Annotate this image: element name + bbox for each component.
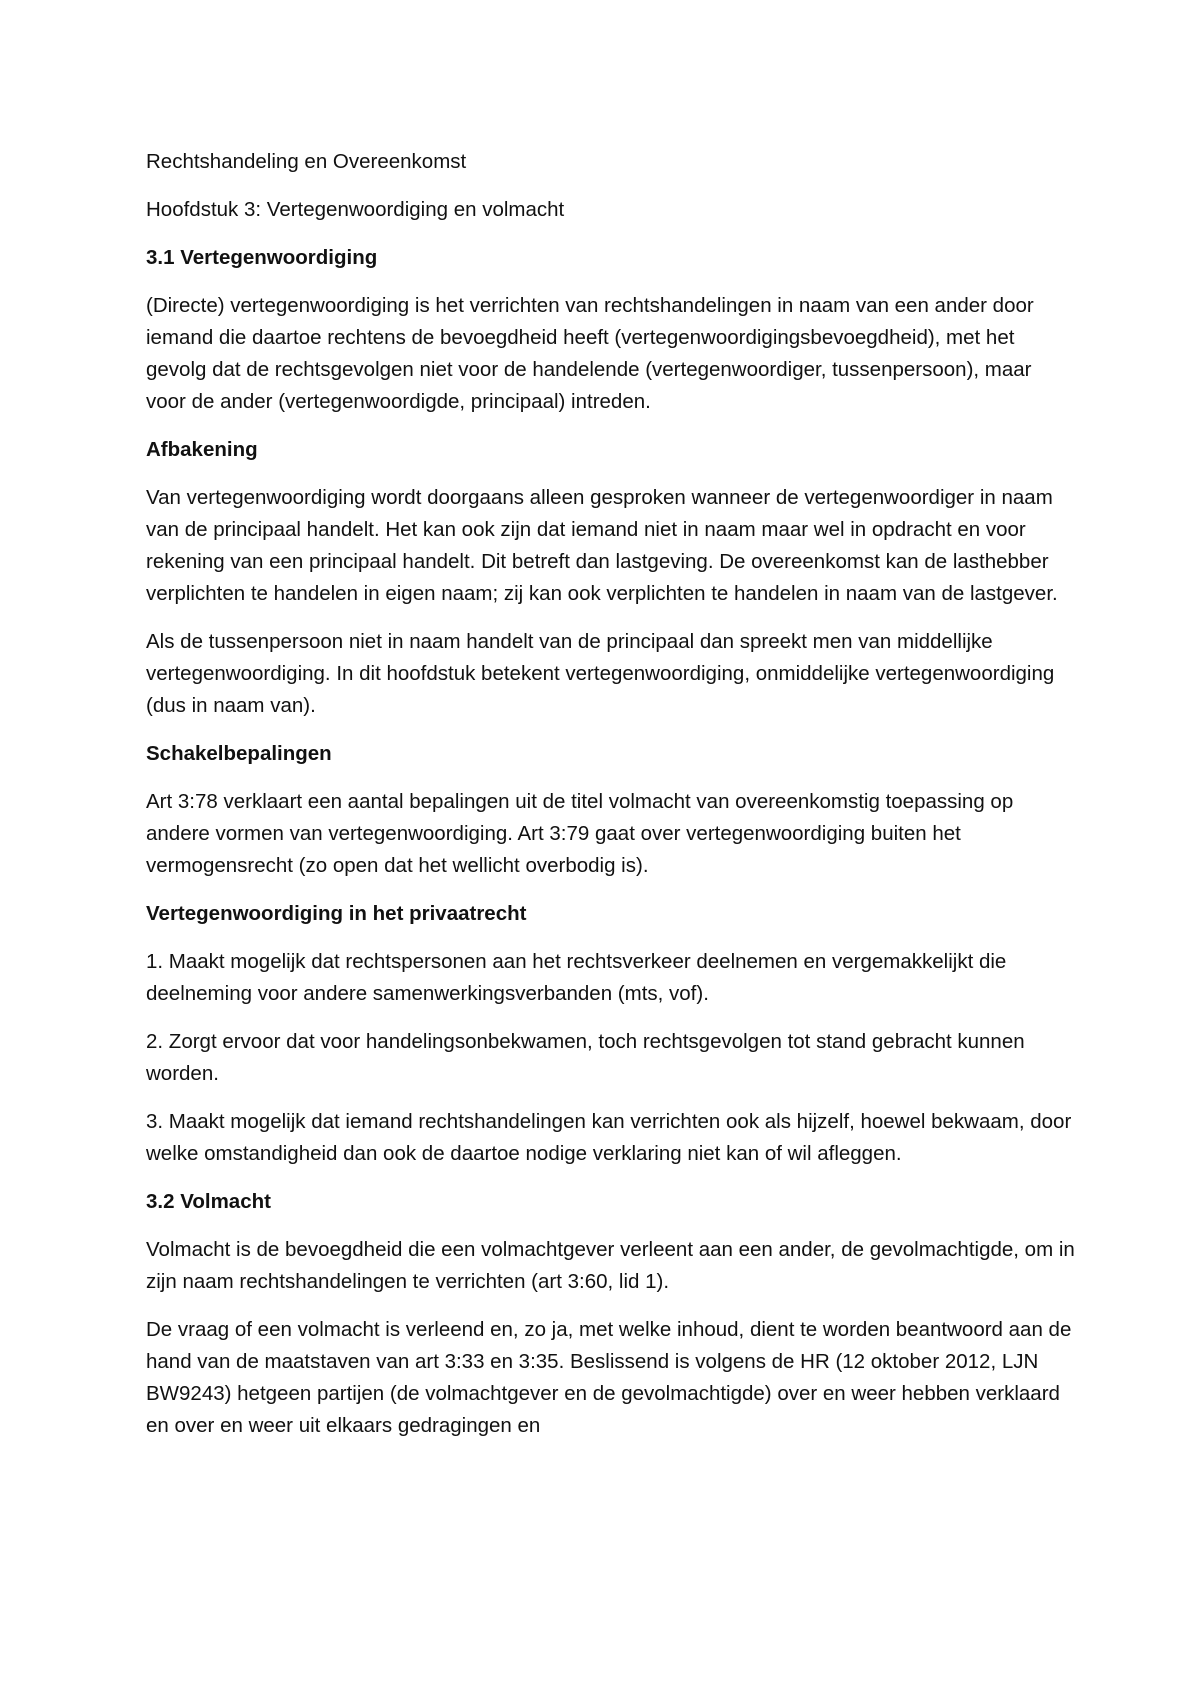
paragraph: De vraag of een volmacht is verleend en, zo ja, met welke inhoud, dient te worden beantwoord aan de hand van de maatstaven van art 3:33 en 3:35. Beslissend is volgens de HR (12 oktober 2012, LJN BW9243) hetgeen partijen (de volmachtgever en de gevolmachtigde) over en weer hebben verklaard en over en weer uit elkaars gedragingen en [146,1318,1072,1437]
document-body [146,146,1076,1458]
section-heading: Vertegenwoordiging in het privaatrecht [146,902,527,925]
section-heading: 3.1 Vertegenwoordiging [146,246,378,269]
paragraph: Als de tussenpersoon niet in naam handelt van de principaal dan spreekt men van middellijke vertegenwoordiging. In dit hoofdstuk betekent vertegenwoordiging, onmiddelijke vertegenwoordiging (dus in naam van). [146,630,1055,717]
document-title: Rechtshandeling en Overeenkomst [146,150,467,173]
list-item: 2. Zorgt ervoor dat voor handelingsonbekwamen, toch rechtsgevolgen tot stand gebracht kunnen worden. [146,1030,1025,1085]
paragraph: Art 3:78 verklaart een aantal bepalingen uit de titel volmacht van overeenkomstig toepassing op andere vormen van vertegenwoordiging. Art 3:79 gaat over vertegenwoordiging buiten het vermogensrecht (zo open dat het wellicht overbodig is). [146,790,1014,877]
section-heading: Schakelbepalingen [146,742,332,765]
paragraph: Volmacht is de bevoegdheid die een volmachtgever verleent aan een ander, de gevolmachtigde, om in zijn naam rechtshandelingen te verrichten (art 3:60, lid 1). [146,1238,1075,1293]
list-item: 1. Maakt mogelijk dat rechtspersonen aan het rechtsverkeer deelnemen en vergemakkelijkt die deelneming voor andere samenwerkingsverbanden (mts, vof). [146,950,1007,1005]
paragraph: Van vertegenwoordiging wordt doorgaans alleen gesproken wanneer de vertegenwoordiger in naam van de principaal handelt. Het kan ook zijn dat iemand niet in naam maar wel in opdracht en voor rekening van een principaal handelt. Dit betreft dan lastgeving. De overeenkomst kan de lasthebber verplichten te handelen in eigen naam; zij kan ook verplichten te handelen in naam van de lastgever. [146,486,1058,605]
section-heading: Afbakening [146,438,258,461]
paragraph: (Directe) vertegenwoordiging is het verrichten van rechtshandelingen in naam van een ander door iemand die daartoe rechtens de bevoegdheid heeft (vertegenwoordigingsbevoegdheid), met het gevolg dat de rechtsgevolgen niet voor de handelende (vertegenwoordiger, tussenpersoon), maar voor de ander (vertegenwoordigde, principaal) intreden. [146,294,1034,413]
list-item: 3. Maakt mogelijk dat iemand rechtshandelingen kan verrichten ook als hijzelf, hoewel bekwaam, door welke omstandigheid dan ook de daartoe nodige verklaring niet kan of wil afleggen. [146,1110,1072,1165]
chapter-title: Hoofdstuk 3: Vertegenwoordiging en volmacht [146,198,565,221]
section-heading: 3.2 Volmacht [146,1190,271,1213]
